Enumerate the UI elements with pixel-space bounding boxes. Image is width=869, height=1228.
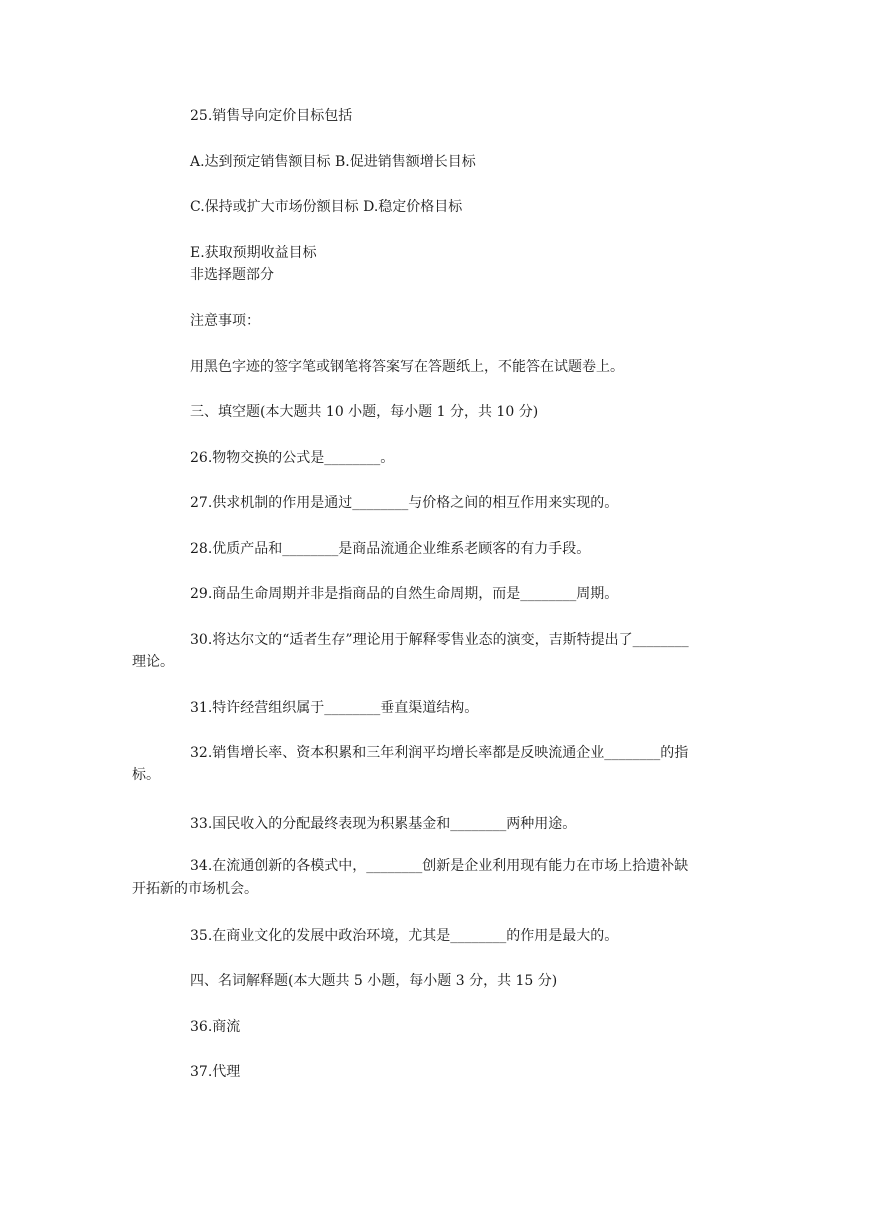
fill-in-heading: 三、填空题(本大题共 10 小题，每小题 1 分，共 10 分) [190,404,539,420]
question-28: 28.优质产品和________是商品流通企业维系老顾客的有力手段。 [190,541,591,557]
question-34-line-2: 开拓新的市场机会。 [132,881,258,897]
question-29: 29.商品生命周期并非是指商品的自然生命周期，而是________周期。 [190,586,619,602]
question-30-line-2: 理论。 [132,654,174,670]
question-35: 35.在商业文化的发展中政治环境，尤其是________的作用是最大的。 [190,928,619,944]
question-32-line-2: 标。 [132,767,160,783]
question-33: 33.国民收入的分配最终表现为积累基金和________两种用途。 [190,816,577,832]
notice-text: 用黑色字迹的签字笔或钢笔将答案写在答题纸上，不能答在试题卷上。 [190,359,624,375]
question-36: 36.商流 [190,1019,241,1035]
term-explain-heading: 四、名词解释题(本大题共 5 小题，每小题 3 分，共 15 分) [190,973,558,989]
question-37: 37.代理 [190,1064,241,1080]
notice-title: 注意事项： [190,313,260,329]
question-26: 26.物物交换的公式是________。 [190,450,395,466]
question-27: 27.供求机制的作用是通过________与价格之间的相互作用来实现的。 [190,495,619,511]
question-30-line-1: 30.将达尔文的“适者生存”理论用于解释零售业态的演变，吉斯特提出了________ [190,632,689,648]
non-choice-heading: 非选择题部分 [190,267,274,283]
question-25: 25.销售导向定价目标包括 [190,108,353,124]
question-32-line-1: 32.销售增长率、资本积累和三年利润平均增长率都是反映流通企业________的指 [190,745,689,761]
question-25-options-ab: A.达到预定销售额目标 B.促进销售额增长目标 [190,154,476,170]
question-31: 31.特许经营组织属于________垂直渠道结构。 [190,700,479,716]
question-34-line-1: 34.在流通创新的各模式中，________创新是企业利用现有能力在市场上拾遗补缺 [190,858,689,874]
question-25-options-cd: C.保持或扩大市场份额目标 D.稳定价格目标 [190,199,463,215]
question-25-option-e: E.获取预期收益目标 [190,245,317,261]
